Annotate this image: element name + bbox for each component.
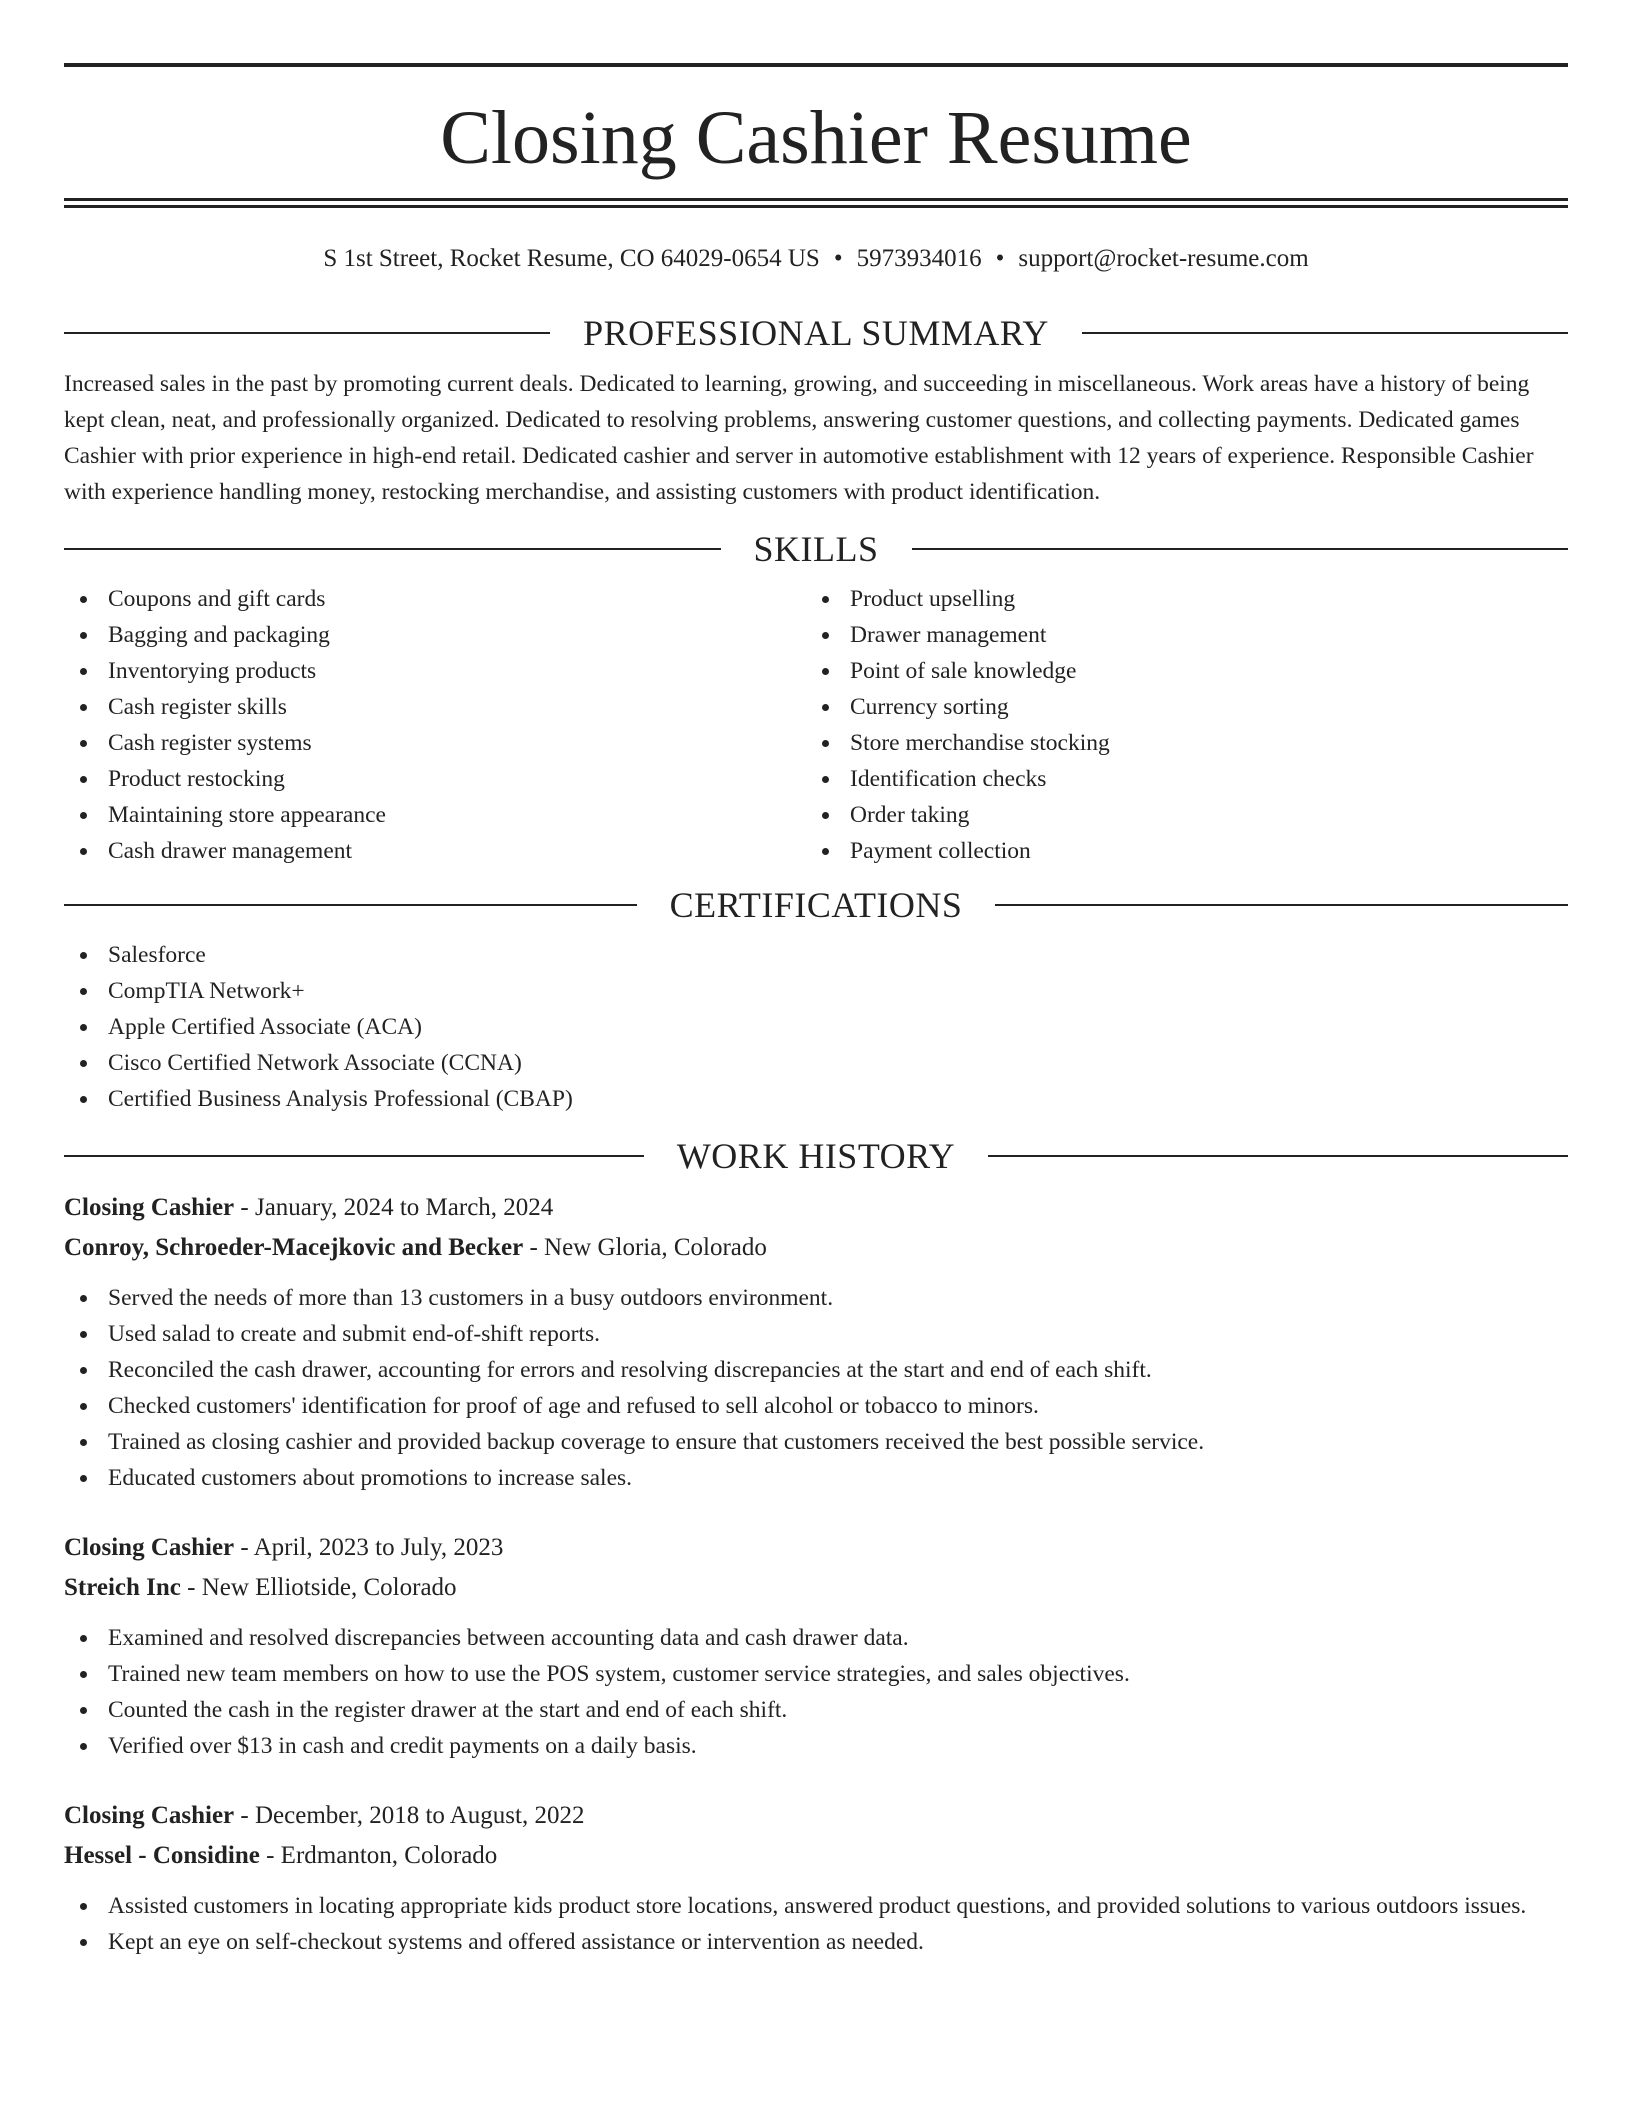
skill-item: Inventorying products — [64, 653, 806, 689]
skills-heading-label: SKILLS — [753, 529, 879, 569]
resume-page — [64, 0, 1568, 1960]
job-entry — [64, 1188, 1568, 1496]
job-company-line — [64, 1228, 1568, 1268]
contact-address: S 1st Street, Rocket Resume, CO 64029-0654 US — [323, 245, 820, 272]
job-entry — [64, 1796, 1568, 1960]
heading-rule — [64, 548, 721, 550]
summary-heading-label: PROFESSIONAL SUMMARY — [583, 313, 1049, 353]
certification-item: Salesforce — [64, 937, 1568, 973]
skill-item: Order taking — [806, 797, 1548, 833]
job-bullet: Assisted customers in locating appropriate kids product store locations, answered product questions, and provided solutions to various outdoors issues. — [64, 1888, 1568, 1924]
skills-list — [64, 581, 1568, 869]
job-company-line — [64, 1836, 1568, 1876]
skill-item: Product restocking — [64, 761, 806, 797]
skill-item: Drawer management — [806, 617, 1548, 653]
job-dates: - April, 2023 to July, 2023 — [234, 1534, 504, 1561]
job-bullet: Examined and resolved discrepancies between accounting data and cash drawer data. — [64, 1620, 1568, 1656]
resume-title: Closing Cashier Resume — [440, 96, 1192, 180]
skill-item: Cash drawer management — [64, 833, 806, 869]
skill-item: Cash register skills — [64, 689, 806, 725]
job-company: Conroy, Schroeder-Macejkovic and Becker — [64, 1234, 524, 1261]
job-dates: - January, 2024 to March, 2024 — [234, 1194, 554, 1221]
work-history-heading-label: WORK HISTORY — [676, 1136, 956, 1176]
job-bullet: Counted the cash in the register drawer at the start and end of each shift. — [64, 1692, 1568, 1728]
heading-rule — [912, 548, 1569, 550]
skill-item: Currency sorting — [806, 689, 1548, 725]
heading-rule — [64, 904, 637, 906]
skill-item: Point of sale knowledge — [806, 653, 1548, 689]
heading-rule — [64, 332, 550, 334]
job-bullet: Educated customers about promotions to increase sales. — [64, 1460, 1568, 1496]
job-company: Streich Inc — [64, 1574, 181, 1601]
job-bullet: Trained new team members on how to use the POS system, customer service strategies, and sales objectives. — [64, 1656, 1568, 1692]
job-title-line — [64, 1528, 1568, 1568]
job-title-line — [64, 1188, 1568, 1228]
title-double-rule — [64, 198, 1568, 208]
job-bullets — [64, 1888, 1568, 1960]
job-bullet: Served the needs of more than 13 customers in a busy outdoors environment. — [64, 1280, 1568, 1316]
job-entry — [64, 1528, 1568, 1764]
job-title: Closing Cashier — [64, 1194, 235, 1221]
contact-email[interactable]: support@rocket-resume.com — [1018, 245, 1309, 272]
contact-separator: • — [833, 245, 843, 272]
summary-heading — [64, 311, 1568, 355]
top-rule — [64, 63, 1568, 67]
heading-rule — [988, 1155, 1568, 1157]
skill-item: Cash register systems — [64, 725, 806, 761]
skills-column-left — [64, 581, 806, 869]
job-bullet: Used salad to create and submit end-of-shift reports. — [64, 1316, 1568, 1352]
summary-text: Increased sales in the past by promoting current deals. Dedicated to learning, growing, and succeeding in miscellaneous. Work areas have a history of being kept clean, neat, and professionally organized. Dedicated to resolving problems, answering customer questions, and collecting payments. Dedicated games Cashier with prior experience in high-end retail. Dedicated cashier and server in automotive establishment with 12 years of experience. Responsible Cashier with experience handling money, restocking merchandise, and assisting customers with product identification. — [64, 371, 1534, 505]
job-dates: - December, 2018 to August, 2022 — [234, 1802, 585, 1829]
certification-item: Cisco Certified Network Associate (CCNA) — [64, 1045, 1568, 1081]
job-bullet: Trained as closing cashier and provided backup coverage to ensure that customers received the best possible service. — [64, 1424, 1568, 1460]
certification-item: Apple Certified Associate (ACA) — [64, 1009, 1568, 1045]
heading-rule — [1082, 332, 1568, 334]
job-company: Hessel - Considine — [64, 1842, 260, 1869]
job-bullets — [64, 1620, 1568, 1764]
skill-item: Identification checks — [806, 761, 1548, 797]
job-bullet: Kept an eye on self-checkout systems and offered assistance or intervention as needed. — [64, 1924, 1568, 1960]
job-bullet: Reconciled the cash drawer, accounting for errors and resolving discrepancies at the start and end of each shift. — [64, 1352, 1568, 1388]
heading-rule — [64, 1155, 644, 1157]
skill-item: Coupons and gift cards — [64, 581, 806, 617]
job-title: Closing Cashier — [64, 1802, 235, 1829]
contact-line — [64, 242, 1568, 276]
job-title-line — [64, 1796, 1568, 1836]
certification-item: Certified Business Analysis Professional (CBAP) — [64, 1081, 1568, 1117]
job-location: - New Gloria, Colorado — [523, 1234, 767, 1261]
contact-phone: 5973934016 — [856, 245, 982, 272]
job-location: - New Elliotside, Colorado — [180, 1574, 457, 1601]
skills-heading — [64, 527, 1568, 571]
skills-column-right — [806, 581, 1548, 869]
job-bullet: Verified over $13 in cash and credit payments on a daily basis. — [64, 1728, 1568, 1764]
skill-item: Bagging and packaging — [64, 617, 806, 653]
heading-rule — [995, 904, 1568, 906]
skill-item: Payment collection — [806, 833, 1548, 869]
job-company-line — [64, 1568, 1568, 1608]
work-history-heading — [64, 1134, 1568, 1178]
job-bullet: Checked customers' identification for proof of age and refused to sell alcohol or tobacco to minors. — [64, 1388, 1568, 1424]
job-bullets — [64, 1280, 1568, 1496]
certifications-list — [64, 937, 1568, 1117]
skill-item: Store merchandise stocking — [806, 725, 1548, 761]
certifications-heading-label: CERTIFICATIONS — [669, 885, 963, 925]
contact-separator: • — [995, 245, 1005, 272]
job-title: Closing Cashier — [64, 1534, 235, 1561]
skill-item: Maintaining store appearance — [64, 797, 806, 833]
certification-item: CompTIA Network+ — [64, 973, 1568, 1009]
job-location: - Erdmanton, Colorado — [259, 1842, 498, 1869]
skill-item: Product upselling — [806, 581, 1548, 617]
certifications-heading — [64, 883, 1568, 927]
